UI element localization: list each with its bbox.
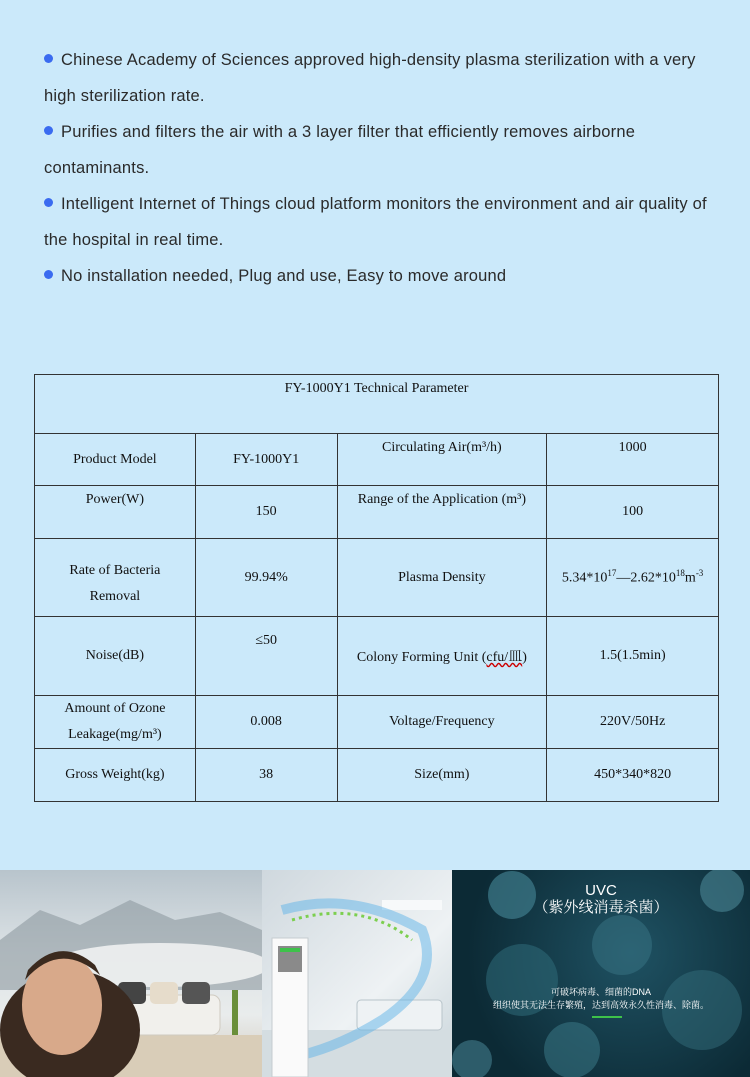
value-noise: ≤50 [195,617,337,696]
hospital-room-illustration [262,870,452,1077]
table-row [35,617,719,696]
feature-text: Chinese Academy of Sciences approved high-density plasma sterilization with a very high sterilization rate. [44,51,696,105]
value-product-model: FY-1000Y1 [195,434,337,486]
label-power: Power(W) [35,486,196,539]
label-circulating-air: Circulating Air(m³/h) [337,434,547,486]
value-colony-forming-unit: 1.5(1.5min) [547,617,719,696]
table-row [35,434,719,486]
label-bacteria-removal: Rate of Bacteria Removal [35,539,196,617]
table-row [35,486,719,539]
value-power: 150 [195,486,337,539]
feature-item [44,114,724,186]
photo-strip [0,870,750,1077]
bullet-icon [44,270,53,279]
table-row [35,749,719,802]
uvc-sterilization-photo [452,870,750,1077]
hospital-purifier-photo [262,870,452,1077]
uvc-description: 可破坏病毒、细菌的DNA 组织使其无法生存繁殖，达到高效永久性消毒、除菌。 [492,987,709,1010]
feature-text: Purifies and filters the air with a 3 layer filter that efficiently removes airborne contaminants. [44,123,636,177]
value-size: 450*340*820 [547,749,719,802]
table-row [35,696,719,749]
value-gross-weight: 38 [195,749,337,802]
value-voltage-frequency: 220V/50Hz [547,696,719,749]
feature-text: No installation needed, Plug and use, Easy to move around [61,267,507,285]
feature-item [44,42,724,114]
feature-list [44,42,724,294]
value-ozone-leakage: 0.008 [195,696,337,749]
value-bacteria-removal: 99.94% [195,539,337,617]
table-row [35,539,719,617]
feature-item [44,258,724,294]
label-noise: Noise(dB) [35,617,196,696]
label-ozone-leakage: Amount of Ozone Leakage(mg/m³) [35,696,196,749]
label-product-model: Product Model [35,434,196,486]
label-size: Size(mm) [337,749,547,802]
label-colony-forming-unit: Colony Forming Unit (cfu/皿) [337,617,547,696]
bullet-icon [44,126,53,135]
bullet-icon [44,54,53,63]
technical-parameter-table [34,374,719,802]
fresh-air-man-photo [0,870,262,1077]
uvc-heading: UVC （紫外线消毒杀菌） [533,882,669,916]
living-room-illustration [0,870,262,1077]
bullet-icon [44,198,53,207]
table-title: FY-1000Y1 Technical Parameter [35,375,719,434]
value-application-range: 100 [547,486,719,539]
label-plasma-density: Plasma Density [337,539,547,617]
label-voltage-frequency: Voltage/Frequency [337,696,547,749]
value-circulating-air: 1000 [547,434,719,486]
label-application-range: Range of the Application (m³) [337,486,547,539]
feature-item [44,186,724,258]
feature-text: Intelligent Internet of Things cloud platform monitors the environment and air quality of the hospital in real time. [44,195,707,249]
label-gross-weight: Gross Weight(kg) [35,749,196,802]
value-plasma-density: $5.34*10^{17}—2.62*10^{18}m^{-3}$ [547,539,719,617]
